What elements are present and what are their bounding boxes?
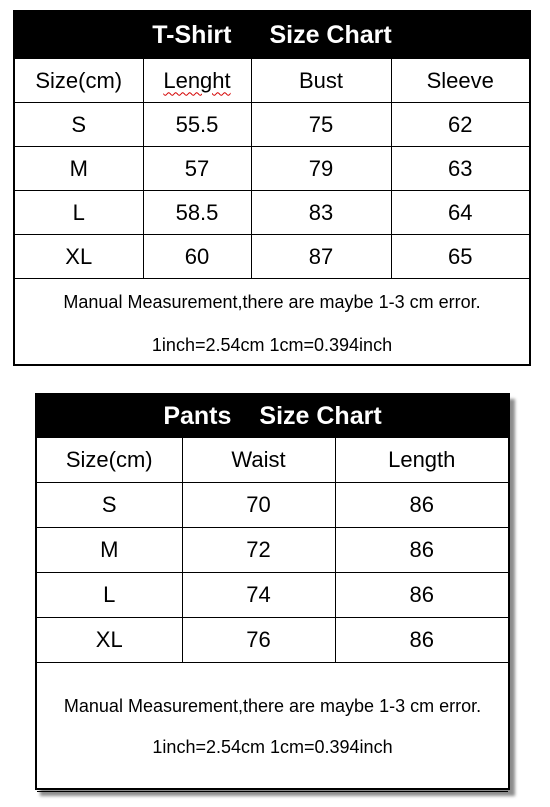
table-row <box>37 528 508 573</box>
cell-length: 58.5 <box>143 191 251 235</box>
table-row <box>15 191 529 235</box>
cell-size: S <box>15 103 143 147</box>
header-waist: Waist <box>182 438 335 483</box>
table-row <box>37 618 508 663</box>
cell-waist: 76 <box>182 618 335 663</box>
table-row <box>15 147 529 191</box>
cell-length: 86 <box>335 573 508 618</box>
unit-conversion-note: 1inch=2.54cm 1cm=0.394inch <box>151 335 393 355</box>
tshirt-title-word: T-Shirt <box>152 21 232 49</box>
unit-conversion-note: 1inch=2.54cm 1cm=0.394inch <box>152 737 393 757</box>
table-row <box>37 573 508 618</box>
measurement-note <box>15 279 529 366</box>
cell-size: L <box>15 191 143 235</box>
measurement-note <box>37 663 508 792</box>
table-row <box>37 483 508 528</box>
cell-size: M <box>15 147 143 191</box>
table-header-row <box>37 438 508 483</box>
cell-size: L <box>37 573 182 618</box>
cell-length: 55.5 <box>143 103 251 147</box>
note-row <box>37 663 508 792</box>
header-length: Length <box>335 438 508 483</box>
cell-bust: 79 <box>251 147 391 191</box>
cell-length: 60 <box>143 235 251 279</box>
cell-bust: 87 <box>251 235 391 279</box>
cell-waist: 74 <box>182 573 335 618</box>
cell-waist: 72 <box>182 528 335 573</box>
cell-bust: 83 <box>251 191 391 235</box>
cell-sleeve: 63 <box>391 147 529 191</box>
tshirt-title-suffix: Size Chart <box>269 21 392 49</box>
pants-title-word: Pants <box>163 402 232 430</box>
cell-size: S <box>37 483 182 528</box>
header-size: Size(cm) <box>15 59 143 103</box>
header-sleeve: Sleeve <box>391 59 529 103</box>
tshirt-chart-title <box>15 12 529 59</box>
cell-size: XL <box>37 618 182 663</box>
table-row <box>15 235 529 279</box>
tshirt-size-chart <box>13 10 531 366</box>
cell-sleeve: 65 <box>391 235 529 279</box>
measurement-error-note: Manual Measurement,there are maybe 1-3 cm error. <box>63 292 481 312</box>
table-row <box>15 103 529 147</box>
measurement-error-note: Manual Measurement,there are maybe 1-3 cm error. <box>63 696 482 716</box>
pants-chart-title <box>37 395 508 438</box>
cell-size: XL <box>15 235 143 279</box>
cell-length: 57 <box>143 147 251 191</box>
tshirt-size-table <box>15 59 529 366</box>
header-bust: Bust <box>251 59 391 103</box>
pants-size-table <box>37 438 508 792</box>
cell-length: 86 <box>335 528 508 573</box>
table-header-row <box>15 59 529 103</box>
note-row <box>15 279 529 366</box>
pants-size-chart <box>35 393 510 790</box>
header-length-text: Lenght <box>163 67 231 93</box>
pants-title-suffix: Size Chart <box>259 402 382 430</box>
header-size: Size(cm) <box>37 438 182 483</box>
header-length <box>143 59 251 103</box>
cell-sleeve: 62 <box>391 103 529 147</box>
cell-length: 86 <box>335 618 508 663</box>
cell-size: M <box>37 528 182 573</box>
cell-sleeve: 64 <box>391 191 529 235</box>
cell-waist: 70 <box>182 483 335 528</box>
cell-length: 86 <box>335 483 508 528</box>
cell-bust: 75 <box>251 103 391 147</box>
